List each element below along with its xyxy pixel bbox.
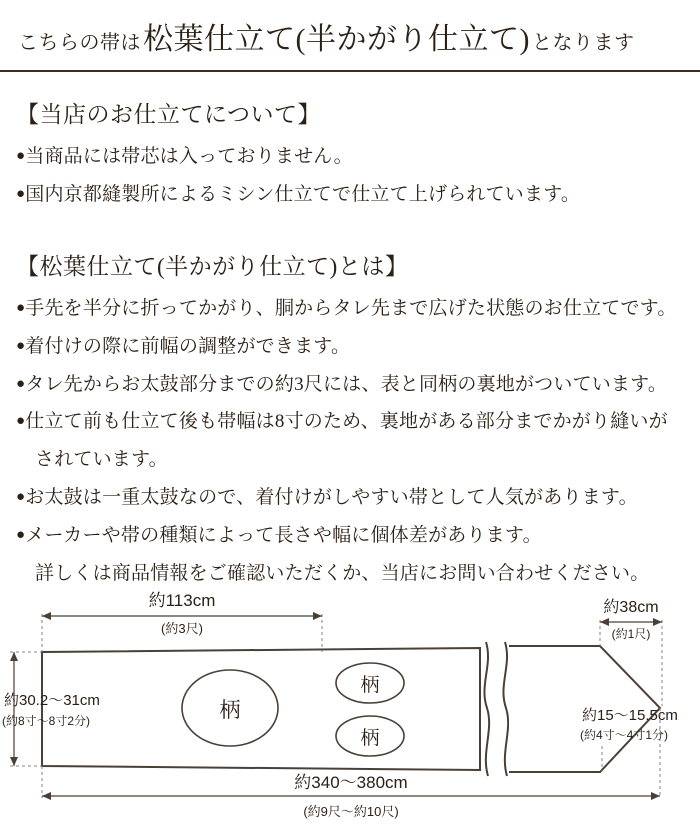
bullet-icon: ● (16, 375, 26, 392)
bullet-icon: ● (16, 527, 26, 543)
section2-list-cont (16, 484, 684, 551)
pattern-label-upper: 柄 (360, 675, 380, 696)
bottom-measure-main: 約340〜380cm (294, 773, 408, 792)
top-measure-sub: (約3尺) (161, 621, 203, 636)
page-title (0, 0, 700, 72)
pattern-label-large: 柄 (219, 698, 241, 722)
list-item-continuation-1: されています。 (35, 449, 168, 471)
left-dim-arrow-bottom (10, 757, 18, 766)
title-prefix: こちらの帯は (18, 32, 141, 54)
right-top-measure-main: 約38cm (603, 599, 659, 616)
left-measure-sub: (約8寸〜8寸2分) (2, 714, 91, 728)
bullet-icon: ● (16, 148, 26, 164)
obi-diagram (0, 580, 700, 840)
top-dim-arrow-right (313, 612, 322, 620)
bullet-icon: ● (16, 489, 26, 506)
bottom-measure-sub: (約9尺〜約10尺) (303, 804, 399, 819)
left-measure-main: 約30.2〜31cm (4, 692, 100, 709)
break-line-right (503, 642, 508, 776)
right-top-dim-arrow-left (600, 618, 609, 626)
list-item-text: 手先を半分に折ってかがり、胴からタレ先まで広げた状態のお仕立てです。 (25, 297, 677, 319)
bullet-icon: ● (16, 337, 26, 354)
bullet-icon: ● (16, 299, 26, 316)
left-dim-arrow-top (10, 652, 18, 661)
list-item (16, 143, 684, 172)
list-item (16, 295, 684, 324)
list-item-text: 国内京都縫製所によるミシン仕立てで仕立て上げられています。 (25, 183, 581, 205)
list-item-continuation-2: 詳しくは商品情報をご確認いただくか、当店にお問い合わせください。 (35, 562, 650, 584)
section-matsuba-definition (0, 248, 700, 589)
title-suffix: となります (531, 32, 635, 54)
list-item-text: タレ先からお太鼓部分までの約3尺には、表と同柄の裏地がついています。 (25, 373, 668, 395)
list-item-text: メーカーや帯の種類によって長さや幅に個体差があります。 (25, 525, 542, 546)
section1-heading: 【当店のお仕立てについて】 (16, 102, 322, 127)
section-tailoring-info (0, 96, 700, 210)
section2-heading: 【松葉仕立て(半かがり仕立て)とは】 (16, 253, 409, 279)
bottom-dim-arrow-left (42, 792, 51, 800)
list-item-text: 着付けの際に前幅の調整ができます。 (25, 335, 351, 357)
right-bottom-measure-main: 約15〜15.5cm (582, 707, 678, 724)
list-item-text: お太鼓は一重太鼓なので、着付けがしやすい帯として人気があります。 (25, 487, 638, 509)
section1-list (16, 143, 684, 210)
top-dim-arrow-left (42, 612, 51, 620)
bottom-dim-arrow-right (651, 792, 660, 800)
top-measure-main: 約113cm (148, 591, 216, 610)
list-item (16, 371, 684, 400)
list-item (16, 408, 684, 437)
bullet-icon: ● (16, 185, 26, 202)
right-top-dim-arrow-right (653, 618, 662, 626)
list-item (16, 333, 684, 362)
right-bottom-measure-sub: (約4寸〜4寸1分) (580, 728, 669, 742)
list-item (16, 522, 684, 551)
list-item (16, 181, 684, 210)
section2-list (16, 295, 684, 438)
right-top-measure-sub: (約1尺) (611, 627, 651, 641)
list-item-text: 当商品には帯芯は入っておりません。 (25, 146, 353, 167)
list-item-text: 仕立て前も仕立て後も帯幅は8寸のため、裏地がある部分までかがり縫いが (25, 411, 668, 433)
list-item (16, 484, 684, 513)
bullet-icon: ● (16, 413, 26, 430)
break-line-left (484, 642, 489, 776)
title-emphasis: 松葉仕立て(半かがり仕立て) (143, 23, 530, 56)
pattern-label-lower: 柄 (360, 728, 380, 749)
